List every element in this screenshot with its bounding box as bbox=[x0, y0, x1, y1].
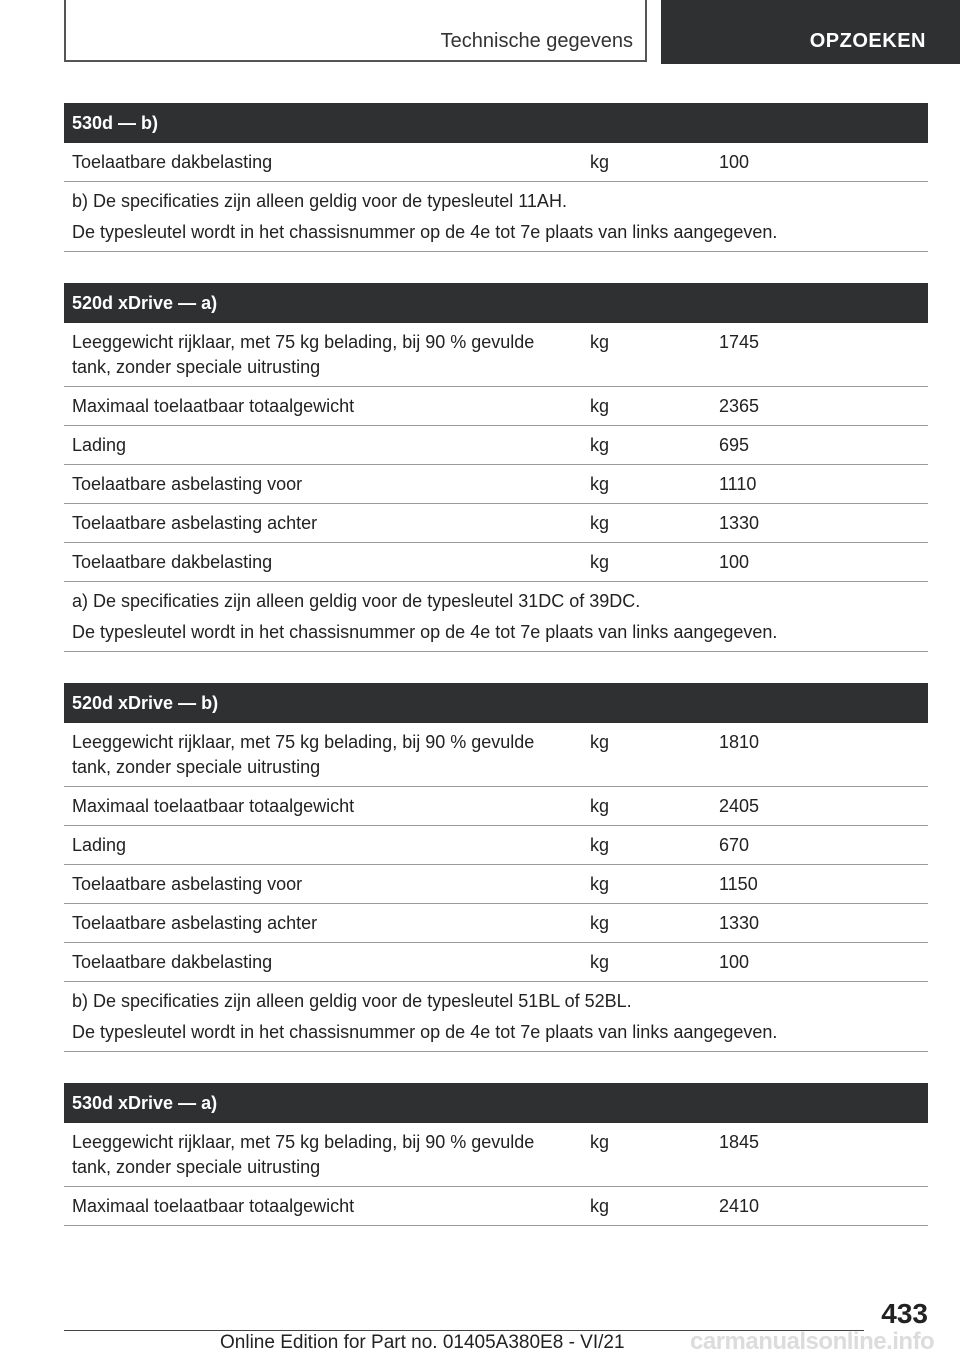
row-unit: kg bbox=[590, 874, 610, 894]
table-row bbox=[64, 504, 928, 543]
section-title-tab[interactable] bbox=[64, 0, 647, 62]
row-value: 2410 bbox=[719, 1196, 760, 1216]
footnote bbox=[64, 982, 928, 1052]
table-row bbox=[64, 865, 928, 904]
row-label: Toelaatbare asbelasting achter bbox=[72, 913, 318, 933]
row-label: Lading bbox=[72, 835, 127, 855]
table-row bbox=[64, 1187, 928, 1226]
row-label: Maximaal toelaatbaar totaalgewicht bbox=[72, 1196, 355, 1216]
row-value: 100 bbox=[719, 952, 750, 972]
row-label: Leeggewicht rijklaar, met 75 kg belading, bij 90 % gevulde tank, zonder speciale uitrusting bbox=[72, 1132, 535, 1177]
row-value: 2405 bbox=[719, 796, 760, 816]
row-value: 1330 bbox=[719, 513, 760, 533]
footnote-line: De typesleutel wordt in het chassisnummer op de 4e tot 7e plaats van links aangegeven. bbox=[72, 622, 778, 642]
table-row bbox=[64, 787, 928, 826]
row-value: 1330 bbox=[719, 913, 760, 933]
table-row bbox=[64, 426, 928, 465]
table-row bbox=[64, 1123, 928, 1187]
footnote bbox=[64, 582, 928, 652]
row-unit: kg bbox=[590, 513, 610, 533]
row-label: Toelaatbare dakbelasting bbox=[72, 952, 273, 972]
section-heading: 530d — b) bbox=[64, 103, 928, 143]
spec-section bbox=[64, 1083, 928, 1226]
row-label: Maximaal toelaatbaar totaalgewicht bbox=[72, 396, 355, 416]
footnote-line: a) De specificaties zijn alleen geldig voor de typesleutel 31DC of 39DC. bbox=[72, 591, 641, 611]
footnote-line: De typesleutel wordt in het chassisnummer op de 4e tot 7e plaats van links aangegeven. bbox=[72, 1022, 778, 1042]
spec-section bbox=[64, 103, 928, 252]
row-unit: kg bbox=[590, 332, 610, 352]
row-unit: kg bbox=[590, 952, 610, 972]
row-value: 1810 bbox=[719, 732, 760, 752]
edition-text: Online Edition for Part no. 01405A380E8 - VI/21 bbox=[220, 1332, 625, 1353]
footnote bbox=[64, 182, 928, 252]
row-label: Leeggewicht rijklaar, met 75 kg belading, bij 90 % gevulde tank, zonder speciale uitrusting bbox=[72, 732, 535, 777]
row-unit: kg bbox=[590, 835, 610, 855]
lookup-tab[interactable] bbox=[661, 0, 960, 64]
table-row bbox=[64, 826, 928, 865]
row-label: Toelaatbare asbelasting voor bbox=[72, 874, 303, 894]
row-label: Toelaatbare asbelasting achter bbox=[72, 513, 318, 533]
table-row bbox=[64, 387, 928, 426]
table-row bbox=[64, 723, 928, 787]
row-value: 670 bbox=[719, 835, 750, 855]
section-heading: 520d xDrive — b) bbox=[64, 683, 928, 723]
footnote-line: b) De specificaties zijn alleen geldig voor de typesleutel 51BL of 52BL. bbox=[72, 991, 632, 1011]
footnote-line: b) De specificaties zijn alleen geldig voor de typesleutel 11AH. bbox=[72, 191, 567, 211]
row-label: Toelaatbare asbelasting voor bbox=[72, 474, 303, 494]
spec-tables bbox=[64, 103, 928, 1257]
row-value: 1150 bbox=[719, 874, 758, 894]
row-value: 695 bbox=[719, 435, 750, 455]
row-value: 2365 bbox=[719, 396, 760, 416]
row-label: Leeggewicht rijklaar, met 75 kg belading, bij 90 % gevulde tank, zonder speciale uitrusting bbox=[72, 332, 535, 377]
row-unit: kg bbox=[590, 732, 610, 752]
row-value: 1745 bbox=[719, 332, 760, 352]
row-label: Lading bbox=[72, 435, 127, 455]
row-label: Toelaatbare dakbelasting bbox=[72, 152, 273, 172]
section-heading: 520d xDrive — a) bbox=[64, 283, 928, 323]
row-value: 100 bbox=[719, 152, 750, 172]
row-label: Maximaal toelaatbaar totaalgewicht bbox=[72, 796, 355, 816]
row-unit: kg bbox=[590, 435, 610, 455]
row-value: 1845 bbox=[719, 1132, 760, 1152]
row-label: Toelaatbare dakbelasting bbox=[72, 552, 273, 572]
footnote-line: De typesleutel wordt in het chassisnummer op de 4e tot 7e plaats van links aangegeven. bbox=[72, 222, 778, 242]
row-unit: kg bbox=[590, 796, 610, 816]
lookup-tab-label: OPZOEKEN bbox=[809, 30, 926, 52]
section-heading: 530d xDrive — a) bbox=[64, 1083, 928, 1123]
table-row bbox=[64, 943, 928, 982]
table-row bbox=[64, 143, 928, 182]
row-unit: kg bbox=[590, 152, 610, 172]
spec-section bbox=[64, 683, 928, 1052]
row-value: 100 bbox=[719, 552, 750, 572]
row-unit: kg bbox=[590, 1196, 610, 1216]
page-number: 433 bbox=[881, 1298, 928, 1329]
row-unit: kg bbox=[590, 396, 610, 416]
spec-section bbox=[64, 283, 928, 652]
row-unit: kg bbox=[590, 1132, 610, 1152]
section-title: Technische gegevens bbox=[440, 30, 633, 52]
row-unit: kg bbox=[590, 474, 610, 494]
table-row bbox=[64, 904, 928, 943]
row-unit: kg bbox=[590, 552, 610, 572]
table-row bbox=[64, 543, 928, 582]
watermark-text: carmanualsonline.info bbox=[690, 1328, 935, 1355]
table-row bbox=[64, 465, 928, 504]
row-unit: kg bbox=[590, 913, 610, 933]
row-value: 1110 bbox=[719, 474, 757, 494]
table-row bbox=[64, 323, 928, 387]
